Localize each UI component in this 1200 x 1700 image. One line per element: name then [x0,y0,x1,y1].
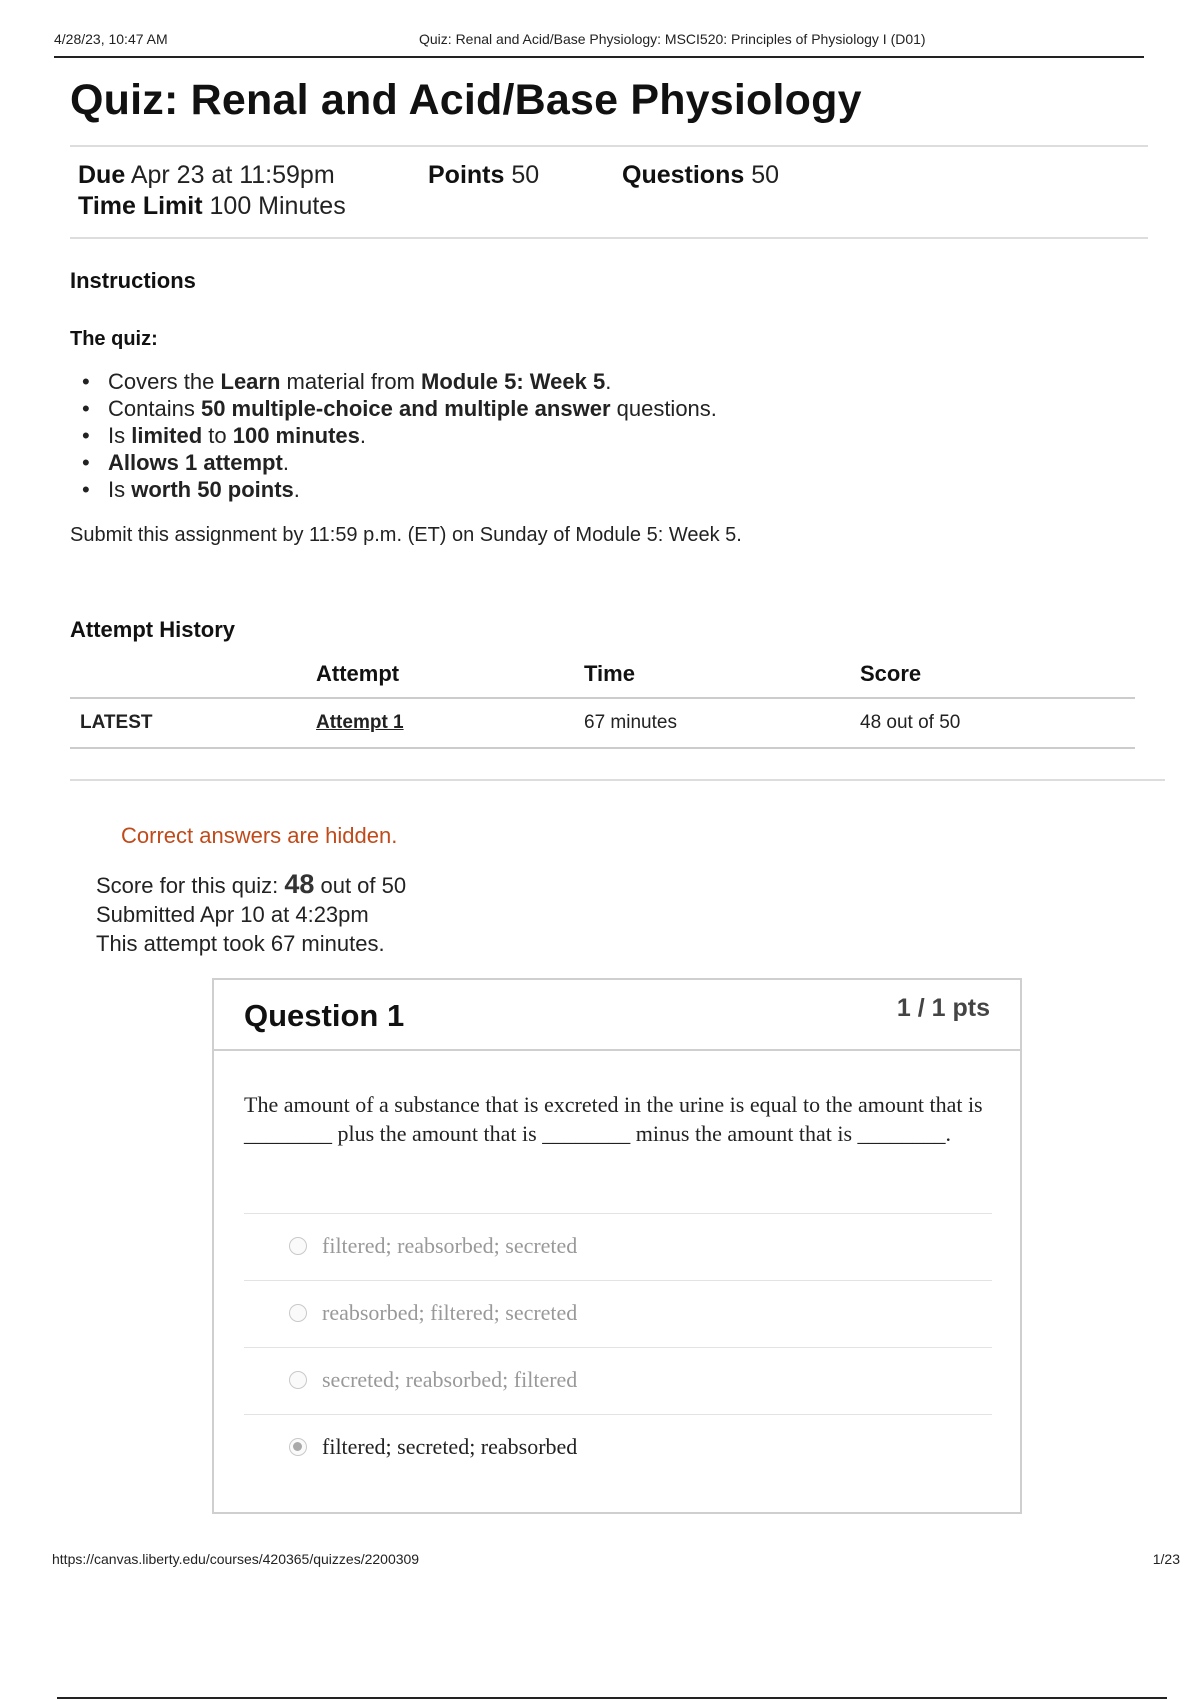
column-header-attempt: Attempt [306,650,574,698]
points-value: 50 [511,161,540,189]
radio-button[interactable] [289,1371,307,1389]
radio-button[interactable] [289,1304,307,1322]
attempt-link[interactable]: Attempt 1 [316,712,404,733]
radio-button[interactable] [289,1237,307,1255]
instruction-item: • Contains 50 multiple-choice and multiple answer questions. [70,395,717,422]
print-date: 4/28/23, 10:47 AM [54,31,168,47]
page-number: 1/23 [1152,1551,1180,1567]
answer-label: secreted; reabsorbed; filtered [322,1367,578,1392]
instruction-item: • Covers the Learn material from Module 5: Week 5. [70,368,717,395]
time-cell: 67 minutes [574,698,850,748]
page-title: Quiz: Renal and Acid/Base Physiology [70,76,862,124]
time-limit [78,192,346,221]
duration-line: This attempt took 67 minutes. [96,931,385,956]
due-value: Apr 23 at 11:59pm [130,161,335,189]
attempt-history-heading: Attempt History [70,617,236,642]
time-limit-value: 100 Minutes [209,192,346,220]
answer-label: filtered; secreted; reabsorbed [322,1434,578,1459]
attempt-cell [306,698,574,748]
answer-option-selected[interactable] [244,1414,992,1481]
score-value: 48 [284,869,315,899]
question-card [212,978,1022,1514]
divider [57,1697,1167,1699]
questions-count [622,161,779,190]
answer-option[interactable] [244,1280,992,1347]
correct-answers-hidden-note: Correct answers are hidden. [121,823,398,848]
points [428,161,539,190]
due-date [78,161,335,190]
instructions-list [70,368,717,503]
page-url: https://canvas.liberty.edu/courses/420365/quizzes/2200309 [52,1551,420,1567]
radio-button-selected[interactable] [289,1438,307,1456]
attempt-history-table [70,650,1135,749]
answer-option[interactable] [244,1347,992,1414]
time-limit-label: Time Limit [78,192,203,220]
divider [70,779,1165,781]
answer-option[interactable] [244,1213,992,1280]
submitted-line: Submitted Apr 10 at 4:23pm [96,902,369,927]
print-header [54,28,1144,58]
column-header-score: Score [850,650,1135,698]
divider [70,145,1148,147]
quiz-subheading: The quiz: [70,328,158,350]
score-cell: 48 out of 50 [850,698,1135,748]
divider [70,237,1148,239]
latest-label: LATEST [70,698,306,748]
instruction-item: • Is worth 50 points. [70,476,717,503]
questions-value: 50 [751,161,780,189]
column-header [70,650,306,698]
question-points: 1 / 1 pts [896,994,990,1022]
answer-label: reabsorbed; filtered; secreted [322,1300,578,1325]
due-label: Due [78,161,126,189]
print-page-title: Quiz: Renal and Acid/Base Physiology: MSCI520: Principles of Physiology I (D01) [419,31,926,47]
instruction-item: • Is limited to 100 minutes. [70,422,717,449]
table-row [70,698,1135,748]
submit-note: Submit this assignment by 11:59 p.m. (ET) on Sunday of Module 5: Week 5. [70,524,742,546]
question-header [214,980,1020,1051]
answer-label: filtered; reabsorbed; secreted [322,1233,578,1258]
instructions-heading: Instructions [70,268,196,293]
answer-list [244,1213,992,1481]
question-title: Question 1 [244,998,405,1033]
quiz-score-summary [96,870,406,958]
score-line: Score for this quiz: 48 out of 50 [96,869,407,899]
table-header-row [70,650,1135,698]
question-text: The amount of a substance that is excreted in the urine is equal to the amount that is ________ plus the amount that is ________ minus the amount that is ________. [244,1092,983,1146]
questions-label: Questions [622,161,745,189]
instruction-item: • Allows 1 attempt. [70,449,717,476]
points-label: Points [428,161,505,189]
column-header-time: Time [574,650,850,698]
